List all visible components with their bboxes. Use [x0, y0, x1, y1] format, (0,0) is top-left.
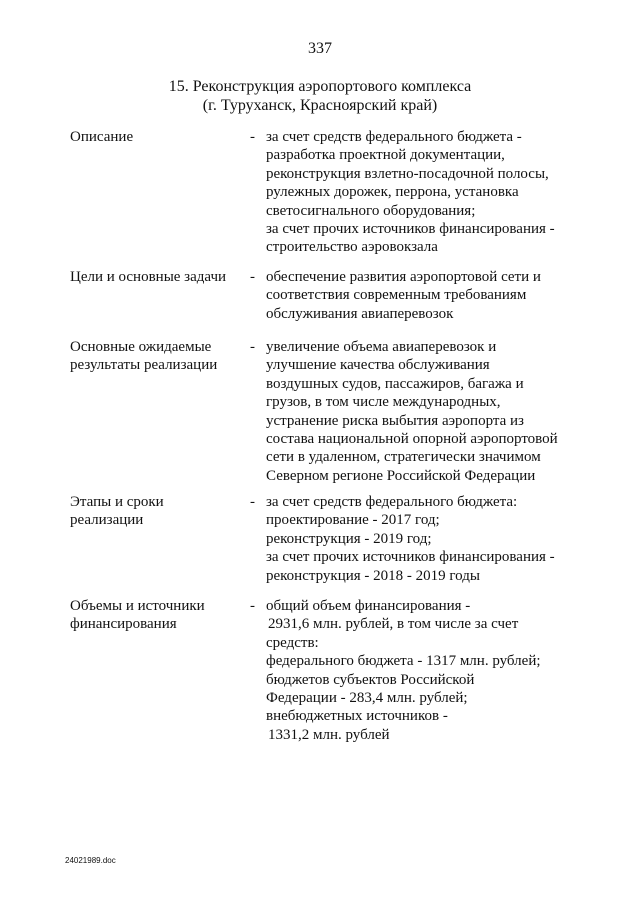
- row-value-line: за счет средств федерального бюджета -: [266, 129, 522, 145]
- row-value-line: реконструкция - 2019 год;: [266, 530, 432, 547]
- row-value-line: обеспечение развития аэропортовой сети и: [266, 269, 541, 285]
- row-label: [70, 597, 250, 634]
- row-value-line: строительство аэровокзала: [266, 239, 438, 256]
- row-dash: -: [250, 494, 255, 510]
- row-value-line: средств:: [266, 634, 319, 651]
- row-value-line: увеличение объема авиаперевозок и: [266, 339, 497, 355]
- row-value-line: общий объем финансирования -: [266, 598, 471, 614]
- row-label-line: Основные ожидаемые: [70, 339, 212, 355]
- section-title: [0, 77, 640, 115]
- row-dash: -: [250, 598, 255, 614]
- row-label: [70, 493, 250, 530]
- row-value-line: состава национальной опорной аэропортовой: [266, 431, 558, 448]
- row-value: [266, 268, 606, 323]
- row-value-line: реконструкция - 2018 - 2019 годы: [266, 567, 480, 584]
- row-value-line: разработка проектной документации,: [266, 147, 505, 164]
- row-label-line: результаты реализации: [70, 357, 218, 374]
- section-title-line-1: 15. Реконструкция аэропортового комплекса: [168, 78, 472, 95]
- row-value-line: за счет прочих источников финансирования -: [266, 549, 555, 566]
- row-value-line: реконструкция взлетно-посадочной полосы,: [266, 165, 549, 182]
- row-value-line: бюджетов субъектов Российской: [266, 671, 475, 688]
- row-label-line: Описание: [70, 129, 134, 145]
- row-value: [266, 597, 606, 744]
- row-value-line: за счет средств федерального бюджета:: [266, 494, 518, 510]
- row-label-line: Цели и основные задачи: [70, 269, 227, 285]
- page-number: 337: [308, 40, 332, 57]
- row-value-line: светосигнального оборудования;: [266, 202, 476, 219]
- row-value-line: сети в удаленном, стратегически значимом: [266, 449, 541, 466]
- row-label: [70, 338, 250, 375]
- row-value-line: соответствия современным требованиям: [266, 287, 527, 304]
- row-dash: -: [250, 129, 255, 145]
- row-dash: -: [250, 269, 255, 285]
- row-label-line: Объемы и источники: [70, 598, 205, 614]
- row-value-line: рулежных дорожек, перрона, установка: [266, 184, 519, 201]
- row-value-line: грузов, в том числе международных,: [266, 394, 501, 411]
- row-value-line: Северном регионе Российской Федерации: [266, 467, 536, 484]
- row-label: [70, 268, 250, 286]
- row-value: [266, 338, 606, 485]
- row-value-line: Федерации - 283,4 млн. рублей;: [266, 690, 468, 707]
- row-value-line: 1331,2 млн. рублей: [268, 726, 390, 743]
- row-value-line: воздушных судов, пассажиров, багажа и: [266, 375, 524, 392]
- section-title-line-2: (г. Туруханск, Красноярский край): [202, 97, 438, 114]
- row-label: [70, 128, 250, 146]
- row-value-line: внебюджетных источников -: [266, 708, 448, 725]
- row-value-line: улучшение качества обслуживания: [266, 357, 490, 374]
- row-value-line: устранение риска выбытия аэропорта из: [266, 412, 524, 429]
- row-value: [266, 128, 606, 257]
- document-filename: 24021989.doc: [65, 856, 116, 865]
- row-label-line: реализации: [70, 512, 144, 529]
- row-value-line: федерального бюджета - 1317 млн. рублей;: [266, 653, 541, 670]
- row-value-line: 2931,6 млн. рублей, в том числе за счет: [268, 616, 519, 633]
- row-value-line: проектирование - 2017 год;: [266, 512, 440, 529]
- row-dash: -: [250, 339, 255, 355]
- row-label-line: финансирования: [70, 616, 177, 633]
- row-value: [266, 493, 606, 585]
- row-value-line: за счет прочих источников финансирования -: [266, 221, 555, 238]
- row-label-line: Этапы и сроки: [70, 494, 164, 510]
- row-value-line: обслуживания авиаперевозок: [266, 305, 454, 322]
